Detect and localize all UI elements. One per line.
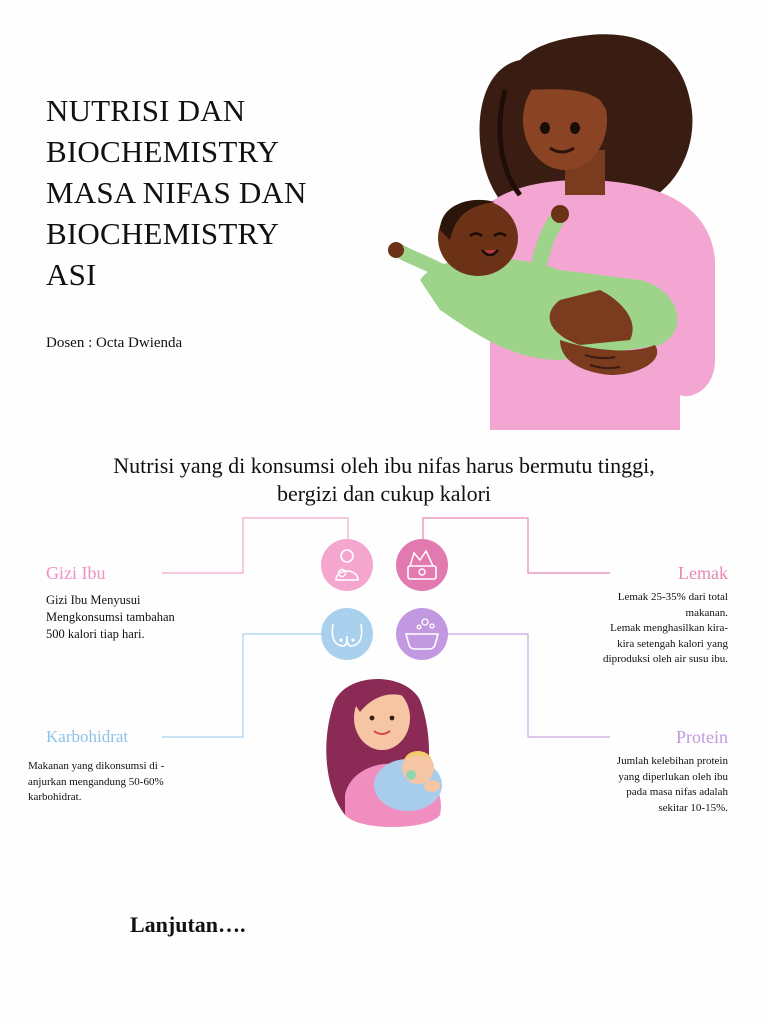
- gizi-ibu-label: Gizi Ibu: [46, 563, 106, 583]
- mother-with-baby-small-illustration: [326, 679, 442, 827]
- lemak-description: Lemak 25-35% dari total makanan. Lemak menghasilkan kira- kira setengah kalori yang diproduksi oleh air susu ibu.: [603, 591, 728, 665]
- lemak-label: Lemak: [678, 563, 728, 583]
- mother-holding-baby-illustration: [388, 34, 715, 430]
- bathtub-icon: [396, 608, 448, 660]
- gizi-ibu-description: Gizi Ibu Menyusui Mengkonsumsi tambahan 500 kalori tiap hari.: [46, 593, 175, 641]
- nutrition-intro-text: Nutrisi yang di konsumsi oleh ibu nifas harus bermutu tinggi, bergizi dan cukup kalori: [113, 453, 655, 506]
- protein-label: Protein: [676, 727, 728, 747]
- continuation-text: Lanjutan….: [130, 912, 246, 937]
- scale-food-icon: [396, 539, 448, 591]
- karbohidrat-label: Karbohidrat: [46, 727, 129, 746]
- karbohidrat-description: Makanan yang dikonsumsi di - anjurkan mengandung 50-60% karbohidrat.: [28, 760, 165, 803]
- lecturer-name: Dosen : Octa Dwienda: [46, 335, 183, 351]
- protein-description: Jumlah kelebihan protein yang diperlukan oleh ibu pada masa nifas adalah sekitar 10-15%.: [616, 755, 728, 814]
- mother-baby-icon: [321, 539, 373, 591]
- document-title: NUTRISI DAN BIOCHEMISTRY MASA NIFAS DAN BIOCHEMISTRY ASI: [46, 93, 307, 292]
- breast-icon: [321, 608, 373, 660]
